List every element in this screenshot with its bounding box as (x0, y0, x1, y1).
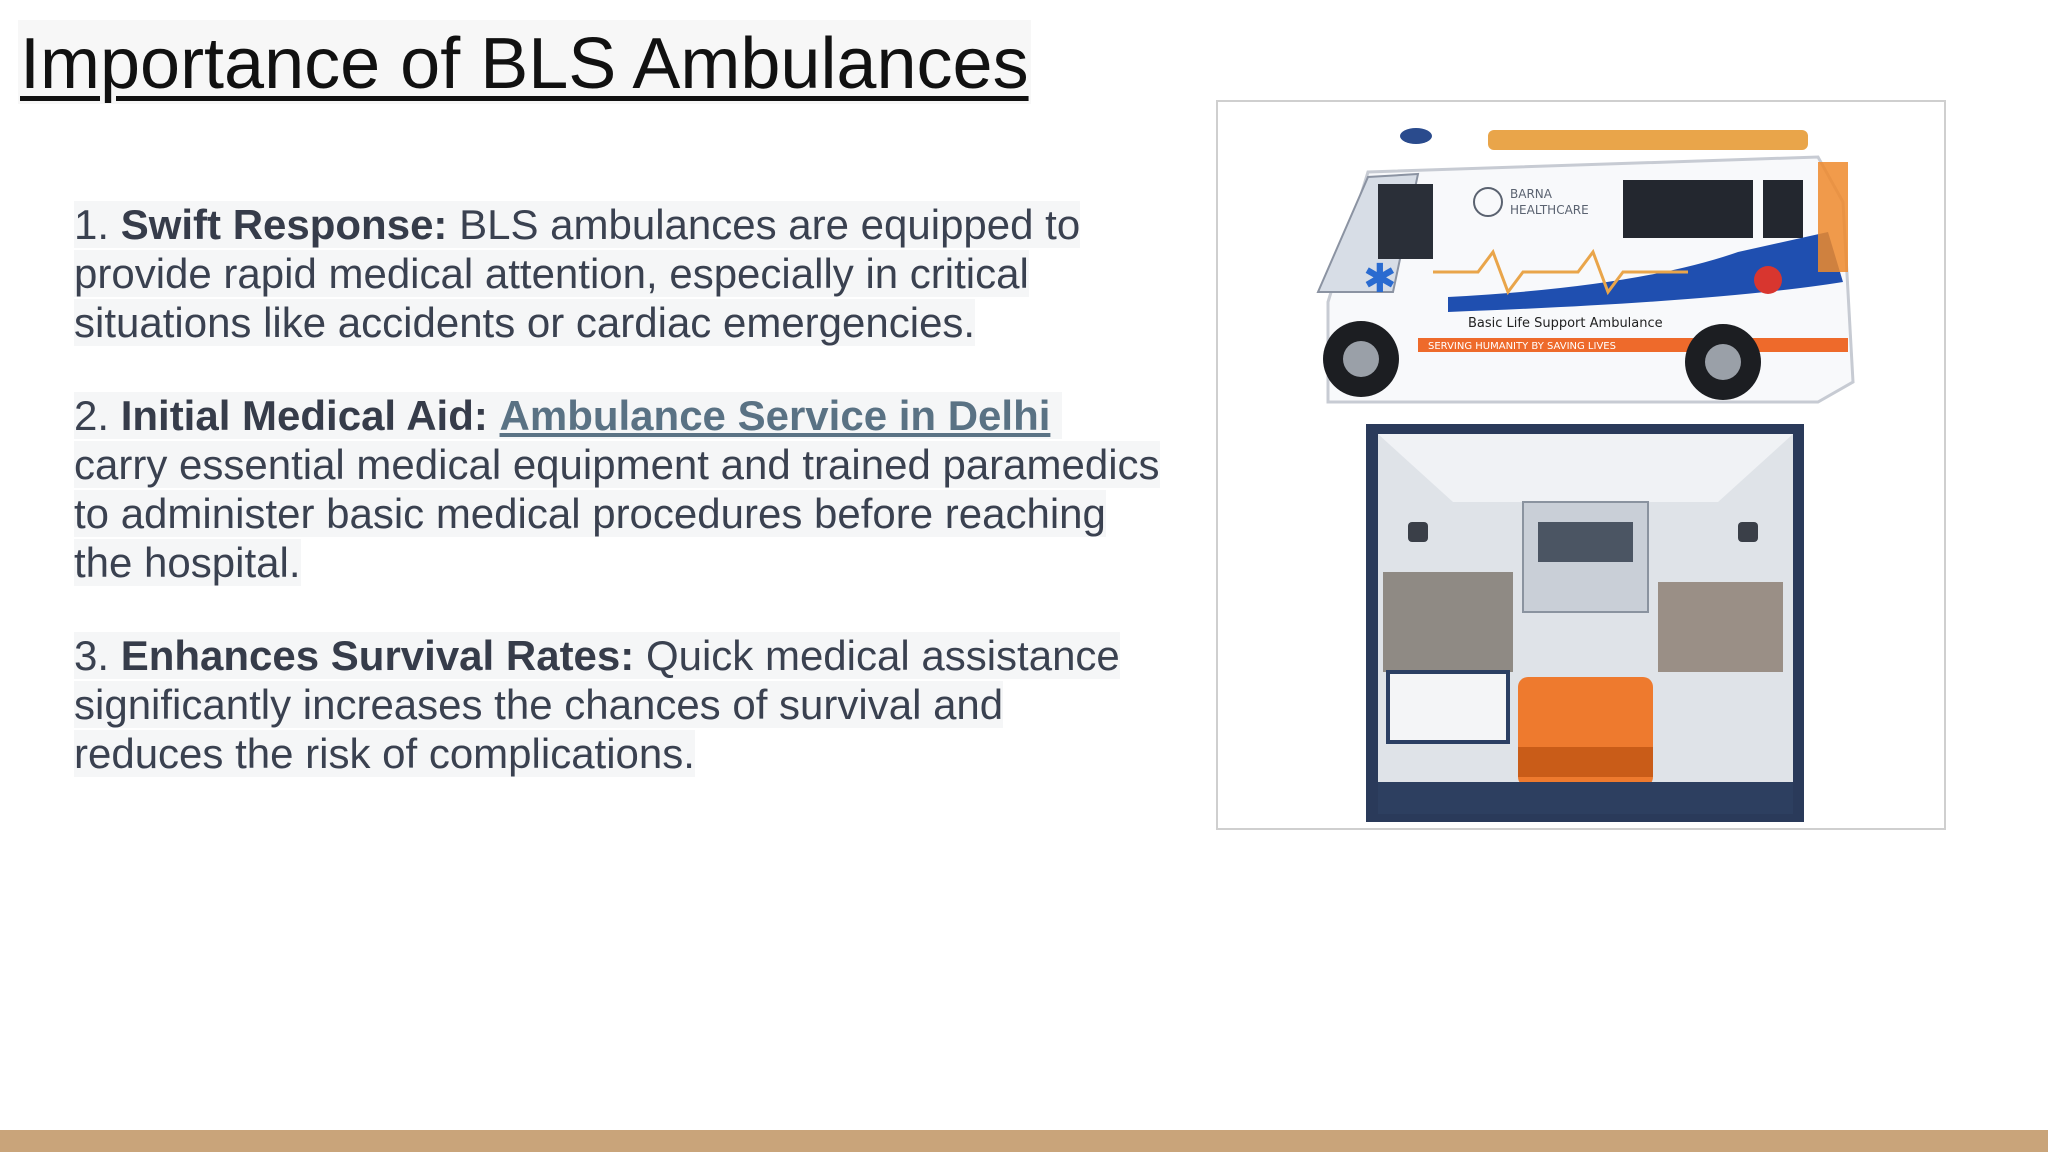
point-text: carry essential medical equipment and trained paramedics to administer basic medical procedures before reaching the hospital. (74, 441, 1160, 586)
slide-title: Importance of BLS Ambulances (18, 20, 1031, 104)
point-number: 2. (74, 392, 110, 439)
point-initial-medical-aid (74, 391, 1164, 587)
point-text: Quick medical assistance significantly increases the chances of survival and reduces the risk of complications. (74, 632, 1120, 777)
point-heading: Initial Medical Aid: (120, 392, 488, 439)
vehicle-stripe-text: SERVING HUMANITY BY SAVING LIVES (1428, 341, 1616, 352)
point-swift-response (74, 200, 1164, 347)
ambulance-interior-image (1366, 424, 1804, 822)
point-survival-rates (74, 631, 1164, 778)
point-number: 1. (74, 201, 110, 248)
ambulance-service-link[interactable]: Ambulance Service in Delhi (499, 392, 1051, 439)
svg-text:✱: ✱ (1363, 256, 1397, 302)
vehicle-logo-line2: HEALTHCARE (1510, 203, 1589, 217)
ambulance-illustration (1218, 102, 1944, 828)
footer-bar (0, 1130, 2048, 1152)
ambulance-photo (1216, 100, 1946, 830)
point-text: BLS ambulances are equipped to provide rapid medical attention, especially in critical situations like accidents or cardiac emergencies. (74, 201, 1081, 346)
point-heading: Enhances Survival Rates: (120, 632, 635, 679)
bullet-list (74, 200, 1164, 822)
vehicle-logo-line1: BARNA (1510, 187, 1552, 201)
ambulance-exterior-image (1318, 128, 1853, 402)
point-number: 3. (74, 632, 110, 679)
point-heading: Swift Response: (120, 201, 448, 248)
vehicle-side-text: Basic Life Support Ambulance (1468, 316, 1663, 331)
